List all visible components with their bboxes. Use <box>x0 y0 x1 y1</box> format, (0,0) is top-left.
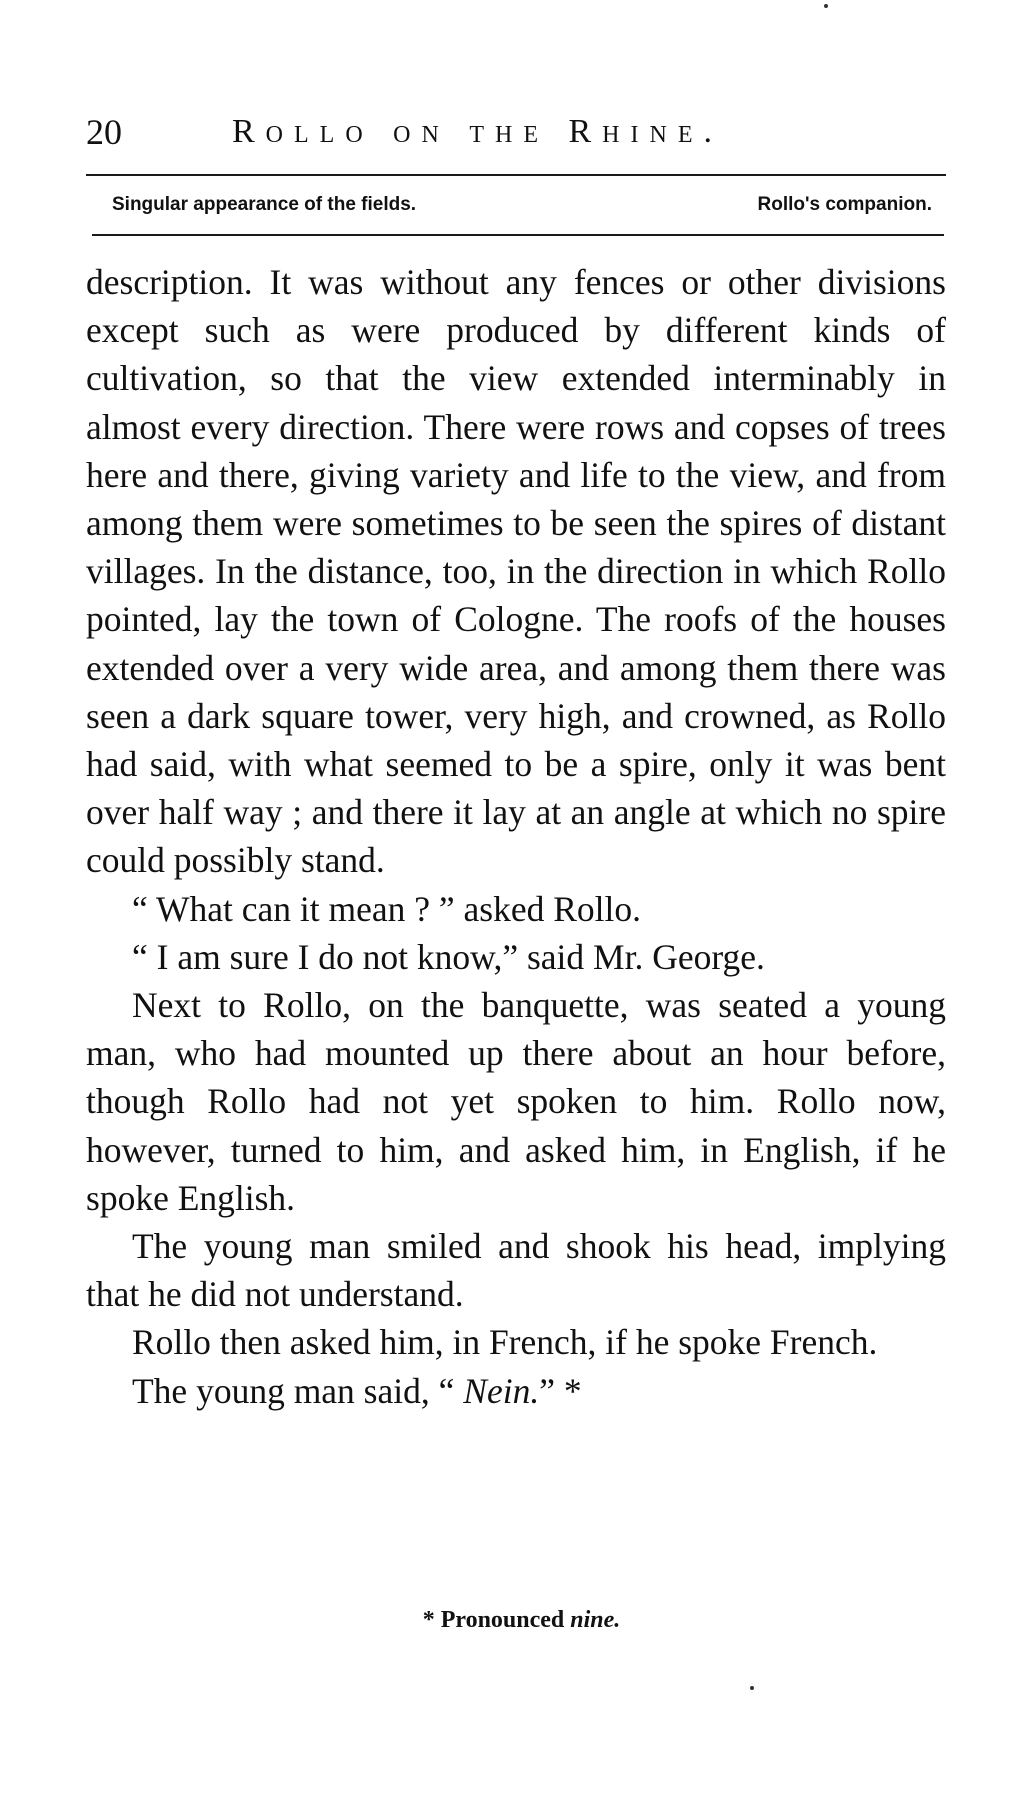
paragraph-smiled: The young man smiled and shook his head, implying that he did not understand. <box>86 1226 946 1315</box>
paragraph-mr-george: “ I am sure I do not know,” said Mr. George. <box>132 936 765 977</box>
page-number: 20 <box>86 112 122 152</box>
print-speck <box>750 1686 754 1690</box>
body-text <box>86 258 946 1415</box>
paragraph-description: description. It was without any fences or other divisions except such as were produced by different kinds of cultivation, so that the view extended interminably in almost every direction. There were rows and copses of trees here and there, giving variety and life to the view, and from among them were sometimes to be seen the spires of distant villages. In the distance, too, in the direction in which Rollo pointed, lay the town of Cologne. The roofs of the houses extended over a very wide area, and among them there was seen a dark square tower, very high, and crowned, as Rollo had said, with what seemed to be a spire, only it was bent over half way ; and there it lay at an angle at which no spire could possibly stand. <box>86 262 946 881</box>
paragraph-french: Rollo then asked him, in French, if he spoke French. <box>132 1322 878 1363</box>
header-rule-top <box>86 174 946 176</box>
book-title: Rollo on the Rhine. <box>232 113 723 150</box>
subhead-right: Rollo's companion. <box>757 194 932 215</box>
footnote <box>0 1605 1013 1635</box>
running-head <box>86 112 946 162</box>
paragraph-young-man: Next to Rollo, on the banquette, was seated a young man, who had mounted up there about an hour before, though Rollo had not yet spoken to him. Rollo now, however, turned to him, and asked him, in English, if he spoke English. <box>86 985 946 1218</box>
print-speck <box>824 4 828 8</box>
subhead-left: Singular appearance of the fields. <box>112 194 417 215</box>
nein-tail: ” * <box>539 1370 582 1411</box>
paragraph-what-can-it-mean: “ What can it mean ? ” asked Rollo. <box>132 888 641 929</box>
footnote-lead: * Pronounced <box>422 1607 571 1633</box>
nein-lead: The young man said, “ <box>132 1370 464 1411</box>
paragraph-nein <box>86 1367 946 1415</box>
section-subheads <box>112 192 932 222</box>
footnote-word: nine. <box>570 1607 621 1633</box>
header-rule-bottom <box>92 234 944 236</box>
nein-word: Nein. <box>463 1370 540 1411</box>
